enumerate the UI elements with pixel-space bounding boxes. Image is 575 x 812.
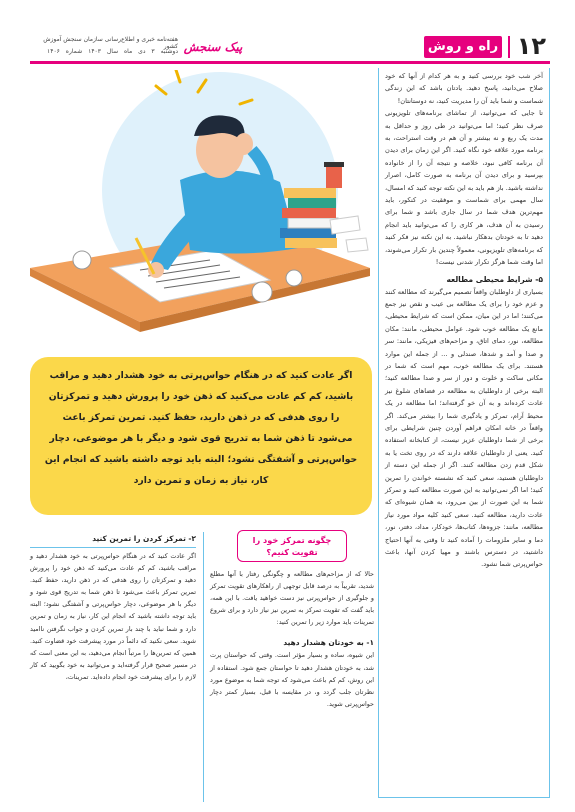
paragraph: بسیاری از داوطلبان واقعاً تصمیم می‌گیرند که مطالعه کنند و عزم خود را برای یک مطالعه بی عیب و نقص نیز جمع می‌کنند؛ اما در این میان، ممکن است که شرایط محیطی، مانع یک مطالعه خوب شود. عوامل محیطی، مانند: مکان مطالعه، نور، دمای اتاق، و مزاحم‌های فیزیکی، مانند: سر و صدا و آمد و شدها، صندلی و ... از جمله این موارد هستند. برای یک مطالعه خوب، مهم است که شما در مکانی ساکت و خلوت و دور از سر و صدا مطالعه کنید؛ البته برخی از داوطلبان به مطالعه در فضاهای شلوغ نیز عادت کرده‌اند و به آن خو گرفته‌اند؛ اما مطالعه در یک محیط آرام، تمرکز و یادگیری شما را بیشتر می‌کند. اگر واقعاً در خانه امکان فراهم آوردن چنین شرایطی برای برخی از شما داوطلبان عزیز نیست، از کتابخانه استفاده کنید. یعنی از داوطلبان علاقه دارند که در روی تخت یا به شکل قدم زدن مطالعه کنند. اگر از جمله این دسته از داوطلبان هستید، سعی کنید که نشسته خواندن را تمرین کنید؛ اما اگر نمی‌توانید به این صورت مطالعه کنید و تمرکز شما به این صورت از بین می‌رود، به همان شیوه‌ای که عادت دارید، مطالعه کنید. سعی کنید کلیه مواد مورد نیاز مطالعه، مانند: جزوه‌ها، کتاب‌ها، خودکار، مداد، دفتر، نور، دما و سایر ملزومات را آماده کنید تا وقتی به آنها احتیاج داشتید، در دسترس باشند و مهیا کردن آنها، باعث حواس‌پرتی شما نشود. — [385, 287, 543, 569]
issue-year: سال ۱۴۰۳ — [88, 48, 119, 55]
paragraph: حالا که از مزاحم‌های مطالعه و چگونگی رفتار با آنها مطلع شدید، تقریباً به درصد قابل توجهی از راهکارهای تقویت تمرکز و جلوگیری از حواس‌پرتی نیز دست خواهید یافت. با این همه، باید گفت که تقویت تمرکز به تمرین نیز نیاز دارد و برای شروع تمرینات باید موارد زیر را تمرین کنید: — [210, 570, 374, 627]
subheading-practice-focus: ۲- تمرکز کردن را تمرین کنید — [30, 532, 196, 548]
section-title-box: چگونه تمرکز خود را تقویت کنیم؟ — [237, 530, 347, 562]
right-column-article — [378, 68, 550, 798]
issue-date: ۳ دی ماه — [124, 48, 155, 55]
issue-info — [34, 48, 178, 55]
page-header — [30, 34, 550, 64]
pull-quote-text: اگر عادت کنید که در هنگام حواس‌پرتی به خود هشدار دهید و مراقب باشید، کم کم عادت می‌کنید که ذهن خود را پرورش دهید و تمرکزتان را روی هدفی که در ذهن دارید، حفظ کنید. تمرین تمرکز باعث می‌شود تا ذهن شما به تدریج قوی شود و دیگر با هر موضوعی، دچار حواس‌پرتی و آشفتگی نشود؛ البته باید توجه داشته باشید که انجام این کار، نیاز به زمان و تمرین دارد — [44, 370, 358, 486]
issue-number: شماره ۱۴۰۶ — [47, 48, 83, 55]
page-number: ۱۲ — [516, 32, 546, 60]
paragraph: این شیوه، ساده و بسیار مؤثر است. وقتی که حواستان پرت شد، به خودتان هشدار دهید تا حواستان جمع شود. استفاده از این روش، کم کم باعث می‌شود که توجه شما به موضوع مورد نظرتان جلب گردد و، در مقایسه با قبل، بسیار کمتر دچار حواس‌پرتی شوید. — [210, 651, 374, 708]
student-illustration — [30, 70, 370, 350]
paragraph: آخر شب خود بررسی کنید و به هر کدام از آنها که خود صلاح می‌دانید، پاسخ دهید. یادتان باشد که این زندگی شماست و شما باید آن را مدیریت کنید، نه دوستانتان! — [385, 72, 543, 105]
pull-quote — [30, 357, 372, 515]
column-practice-focus — [30, 532, 196, 802]
issue-day: دوشنبه — [160, 48, 178, 55]
paragraph: اگر عادت کنید که در هنگام حواس‌پرتی به خود هشدار دهید و مراقب باشید، کم کم عادت می‌کنید که ذهن خود را پرورش دهید و تمرکزتان را روی هدفی که در ذهن دارید، حفظ کنید. تمرین تمرکز باعث می‌شود تا ذهن شما به تدریج قوی شود و دیگر با هر موضوعی، دچار حواس‌پرتی و آشفتگی نشود؛ البته باید توجه داشته باشید که انجام این کار، نیاز به زمان و تمرین دارد و شما نباید با چند بار تمرین کردن و جواب نگرفتن ناامید شوید. سعی نکنید که دائماً در مورد پیشرفت خود قضاوت کنید. همین که تمرین‌ها را مرتباً انجام می‌دهید، به این معنی است که در مسیر صحیح قرار گرفته‌اید و می‌توانید به خود بگویید که کار لازم را برای پیشرفت خود انجام داده‌اید. تمرینات، — [30, 552, 196, 681]
publication-description: هفته‌نامه خبری و اطلاع‌رسانی سازمان سنجش آموزش کشور — [43, 36, 178, 50]
subheading-warn-yourself: ۱- به خودتان هشدار دهید — [283, 638, 374, 648]
student-desk-drawing — [30, 70, 370, 350]
paragraph: تا جایی که می‌توانید، از تماشای برنامه‌های تلویزیونی صرف نظر کنید؛ اما می‌توانید در طی روز و حداقل به مدت یک ربع و نه بیشتر و آن هم در وقت استراحت، به برنامه مورد علاقه خود نگاه کنید. اگر این زمان برای دیدن آن برنامه کافی نبود، خلاصه و نتیجه آن را از خانواده بپرسید و برای دیدن آن برنامه به صورت کامل، اصرار نداشته باشید. باز هم باید به این نکته توجه کنید که امسال، سال مهمی برای شماست و موفقیت در کنکور، باید مهم‌ترین هدف شما در سال جاری باشد و شما برای رسیدن به آن هدف، هر کاری را که می‌توانید باید انجام دهید تا به خودتان بدهکار نباشید. به این نکته نیز فکر کنید که برنامه‌های تلویزیونی، معمولاً چندین بار تکرار می‌شوند، اما وقت شما هرگز تکرار شدنی نیست! — [385, 109, 543, 267]
subheading-study-environment: ۵- شرایط محیطی مطالعه — [446, 274, 543, 284]
header-rule — [30, 61, 550, 64]
page-number-separator — [508, 36, 510, 58]
column-strengthen-focus — [210, 530, 374, 802]
column-divider — [203, 532, 204, 802]
publication-logo: پیک سنجش — [183, 40, 243, 54]
section-label: راه و روش — [424, 36, 502, 58]
